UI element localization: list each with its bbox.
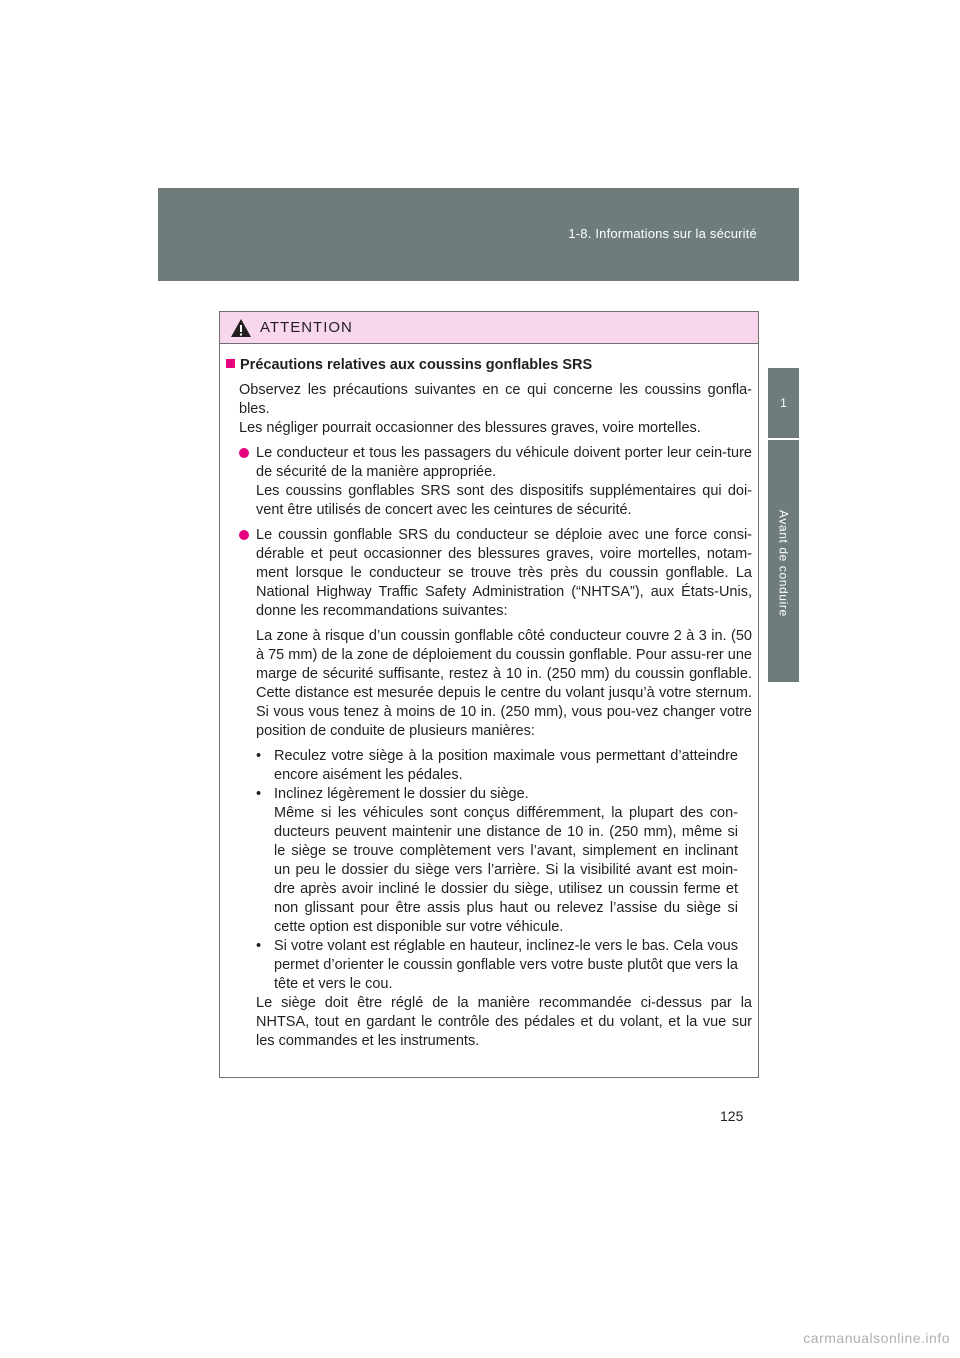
intro-paragraph-2: Les négliger pourrait occasionner des blessures graves, voire mortelles. [239,420,701,436]
caution-box [219,311,759,1078]
caution-header [220,312,758,344]
bullet-item-2 [239,526,752,621]
bullet-1-text-a: Le conducteur et tous les passagers du véhicule doivent porter leur cein-ture de sécurité de la manière appropriée. [256,445,752,480]
bullet-1-body [256,444,752,520]
list-marker: • [256,938,262,954]
section-header: 1-8. Informations sur la sécurité [568,226,757,241]
list-item-text: Inclinez légèrement le dossier du siège. Même si les véhicules sont conçus différemment, la plupart des con-ducteurs peuvent maintenir une distance de 10 in. (250 mm), même si le siège se trouve complètement vers l’avant, simplement en inclinant un peu le dossier du siège vers l’arrière. Si la visibilité avant est moin-dre après avoir incliné le dossier du siège, utilisez un coussin ferme et non glissant pour être assis plus haut ou relevez l’assise du siège si cette option est disponible sur votre véhicule. [274,786,738,935]
section-heading-text: Précautions relatives aux coussins gonflables SRS [240,357,593,373]
section-heading [226,356,752,375]
page-number: 125 [720,1108,744,1124]
intro-paragraph-1: Observez les précautions suivantes en ce qui concerne les coussins gonfla-bles. [239,382,752,417]
list-item [256,785,752,937]
list-item-text: Reculez votre siège à la position maximale vous permettant d’atteindre encore aisément les pédales. [274,748,738,783]
header-band [158,188,799,281]
list-marker: • [256,786,262,802]
caution-title: ATTENTION [260,319,353,336]
bullet-dot-icon [239,448,249,458]
square-bullet-icon [226,359,235,368]
bullet-item-1 [239,444,752,520]
list-item [256,937,752,994]
list-item-text: Si votre volant est réglable en hauteur, inclinez-le vers le bas. Cela vous permet d’orienter le coussin gonflable vers votre buste plutôt que vers la tête et vers le cou. [274,938,738,992]
watermark: carmanualsonline.info [803,1330,950,1346]
risk-zone-paragraph: La zone à risque d’un coussin gonflable côté conducteur couvre 2 à 3 in. (50 à 75 mm) de la zone de déploiement du coussin gonflable. Pour assu-rer une marge de sécurité suffisante, restez à 10 in. (250 mm) du coussin gonflable. Cette distance est mesurée depuis le centre du volant jusqu’à votre sternum. Si vous vous tenez à moins de 10 in. (250 mm), vous pou-vez changer votre position de conduite de plusieurs manières: [256,628,752,739]
chapter-label: Avant de conduire [776,509,791,617]
chapter-label-container [768,448,799,678]
warning-triangle-icon [230,318,252,338]
list-marker: • [256,748,262,764]
closing-paragraph: Le siège doit être réglé de la manière recommandée ci-dessus par la NHTSA, tout en gardant le contrôle des pédales et du volant, et la vue sur les commandes et les instruments. [256,995,752,1049]
bullet-2-text: Le coussin gonflable SRS du conducteur se déploie avec une force consi-dérable et peut occasionner des blessures graves, voire mortelles, notam-ment lorsque le conducteur se trouve très près du coussin gonflable. La National Highway Traffic Safety Administration (“NHTSA”), aux États-Unis, donne les recommandations suivantes: [256,527,752,619]
bullet-dot-icon [239,530,249,540]
adjustment-list [256,747,752,994]
chapter-tab: 1 [768,368,799,438]
caution-content [220,344,758,1051]
list-item [256,747,752,785]
bullet-1-text-b: Les coussins gonflables SRS sont des dispositifs supplémentaires qui doi-vent être utilisés de concert avec les ceintures de sécurité. [256,483,752,518]
